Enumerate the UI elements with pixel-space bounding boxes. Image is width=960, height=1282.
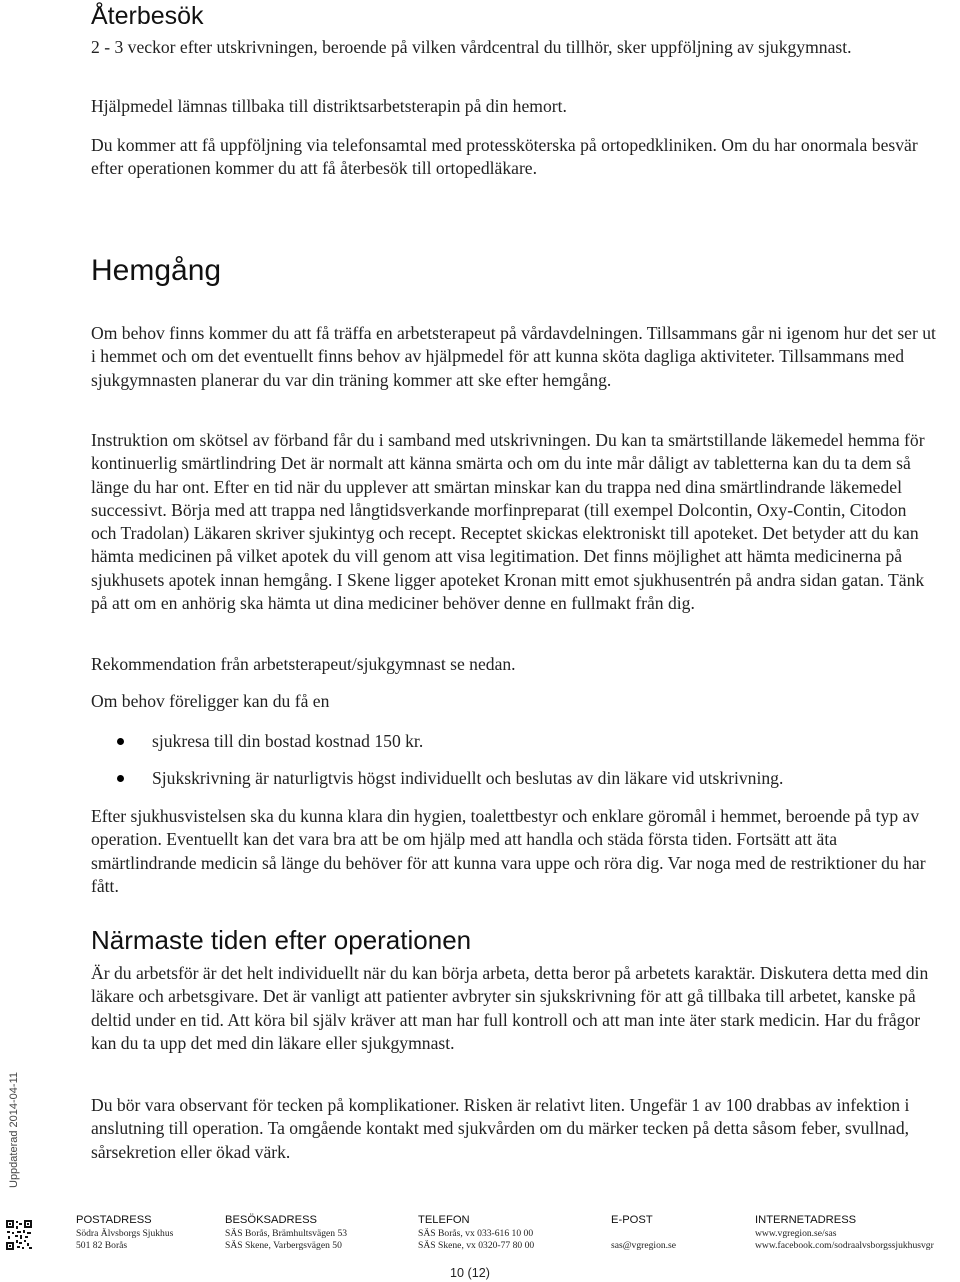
paragraph-narmaste-arbetsfor: Är du arbetsför är det helt individuellt när du kan börja arbeta, detta beror på arbetets karaktär. Diskutera detta med din läkare och arbetsgivare. Det är vanligt att patienter avbryter sin sjukskrivning för att gå tillbaka till arbetet, kanske på deltid under en tid. Att köra bil själv kräver att man har full kontroll och att man inte äter stark medicin. Har du frågor kan du ta upp det med din läkare eller sjukgymnast. (91, 963, 929, 1053)
updated-date-label: Uppdaterad 2014-04-11 (8, 1072, 20, 1188)
footer-postadress-line-1: Södra Älvsborgs Sjukhus (76, 1228, 174, 1239)
paragraph-aterbesok-telefonsamtal: Du kommer att få uppföljning via telefonsamtal med protessköterska på ortopedkliniken. Om du har onormala besvär efter operationen kommer du att få återbesök till ortopedläkare. (91, 135, 918, 179)
bullet-icon (117, 738, 124, 745)
footer-besoksadress-heading: BESÖKSADRESS (225, 1214, 318, 1226)
footer-internetadress (755, 1214, 934, 1252)
paragraph-hemgang-efter-sjukhusvistelsen: Efter sjukhusvistelsen ska du kunna klara din hygien, toalettbestyr och enklare göromål i hemmet, beroende på typ av operation. Eventuellt kan det vara bra att be om hjälp med att handla och städa första tiden. Fortsätt att äta smärtlindrande medicin så länge du behöver för att kunna vara uppe och röra dig. Var noga med de restriktioner du har fått. (91, 806, 926, 896)
footer-telefon-heading: TELEFON (418, 1214, 470, 1226)
paragraph-hemgang-forband: Instruktion om skötsel av förband får du i samband med utskrivningen. Du kan ta smärtstillande läkemedel hemma för kontinuerlig smärtlindring Det är normalt att känna smärta och om du inte mår dåligt av tabletterna kan du ta dem så länge du har ont. Efter en tid när du upplever att smärtan minskar kan du trappa ned dina smärtlindrande läkemedel successivt. Börja med att trappa ned långtidsverkande morfinpreparat (till exempel Dolcontin, Oxy-Contin, Citodon och Tradolan) Läkaren skriver sjukintyg och recept. Receptet skickas elektroniskt till apoteket. Det betyder att du kan hämta medicinen på vilket apotek du vill genom att visa legitimation. Det finns möjlighet att hämta medicinerna på sjukhusets apotek innan hemgång. I Skene ligger apoteket Kronan mitt emot sjukhusentrén på andra sidan gatan. Tänk på att om en anhörig ska hämta ut dina mediciner behöver denne en fullmakt från dig. (91, 430, 925, 614)
paragraph-aterbesok-hjalpmedel: Hjälpmedel lämnas tillbaka till distriktsarbetsterapin på din hemort. (91, 96, 567, 116)
footer-telefon-line-1: SÄS Borås, vx 033-616 10 00 (418, 1228, 534, 1239)
paragraph-hemgang-om-behov: Om behov föreligger kan du få en (91, 691, 330, 711)
footer-epost-heading: E-POST (611, 1214, 653, 1226)
list-item-sjukskrivning: Sjukskrivning är naturligtvis högst individuellt och beslutas av din läkare vid utskrivning. (152, 768, 784, 788)
footer-internet-link-vgregion[interactable]: www.vgregion.se/sas (755, 1228, 837, 1239)
footer-besoksadress-line-1: SÄS Borås, Brämhultsvägen 53 (225, 1228, 348, 1239)
list-item-sjukresa: sjukresa till din bostad kostnad 150 kr. (152, 731, 424, 751)
paragraph-hemgang-rekommendation: Rekommendation från arbetsterapeut/sjukgymnast se nedan. (91, 654, 516, 674)
footer-telefon (418, 1214, 534, 1252)
footer-besoksadress-line-2: SÄS Skene, Varbergsvägen 50 (225, 1240, 342, 1251)
qr-code-icon (6, 1220, 32, 1250)
paragraph-narmaste-komplikationer: Du bör vara observant för tecken på komplikationer. Risken är relativt liten. Ungefär 1 av 100 drabbas av infektion i anslutning till operation. Ta omgående kontakt med sjukvården om du märker tecken på detta såsom feber, svullnad, sårsekretion eller ökad värk. (91, 1095, 910, 1162)
page-number: 10 (12) (450, 1266, 490, 1280)
paragraph-hemgang-arbetsterapeut: Om behov finns kommer du att få träffa en arbetsterapeut på vårdavdelningen. Tillsammans går ni igenom hur det ser ut i hemmet och om det eventuellt finns behov av hjälpmedel för att kunna sköta dagliga aktiviteter. Tillsammans med sjukgymnasten planerar du var din träning kommer att ske efter hemgång. (91, 323, 936, 390)
heading-aterbesok: Återbesök (91, 2, 204, 30)
footer-postadress-heading: POSTADRESS (76, 1214, 152, 1226)
footer-epost-line-2[interactable]: sas@vgregion.se (611, 1240, 677, 1251)
footer-telefon-line-2: SÄS Skene, vx 0320-77 80 00 (418, 1240, 535, 1251)
footer-internet-link-facebook[interactable]: www.facebook.com/sodraalvsborgssjukhusvgr (755, 1240, 934, 1251)
footer-besoksadress (225, 1214, 347, 1252)
footer-postadress (76, 1214, 173, 1252)
bullet-icon (117, 775, 124, 782)
footer-internetadress-heading: INTERNETADRESS (755, 1214, 857, 1226)
footer-epost (611, 1214, 676, 1252)
heading-narmaste-tiden: Närmaste tiden efter operationen (91, 925, 472, 955)
footer-epost-line-1 (611, 1228, 676, 1240)
heading-hemgang: Hemgång (91, 254, 222, 287)
paragraph-aterbesok-uppfoljning: 2 - 3 veckor efter utskrivningen, beroende på vilken vårdcentral du tillhör, sker uppföljning av sjukgymnast. (91, 37, 852, 57)
footer-postadress-line-2: 501 82 Borås (76, 1240, 128, 1251)
